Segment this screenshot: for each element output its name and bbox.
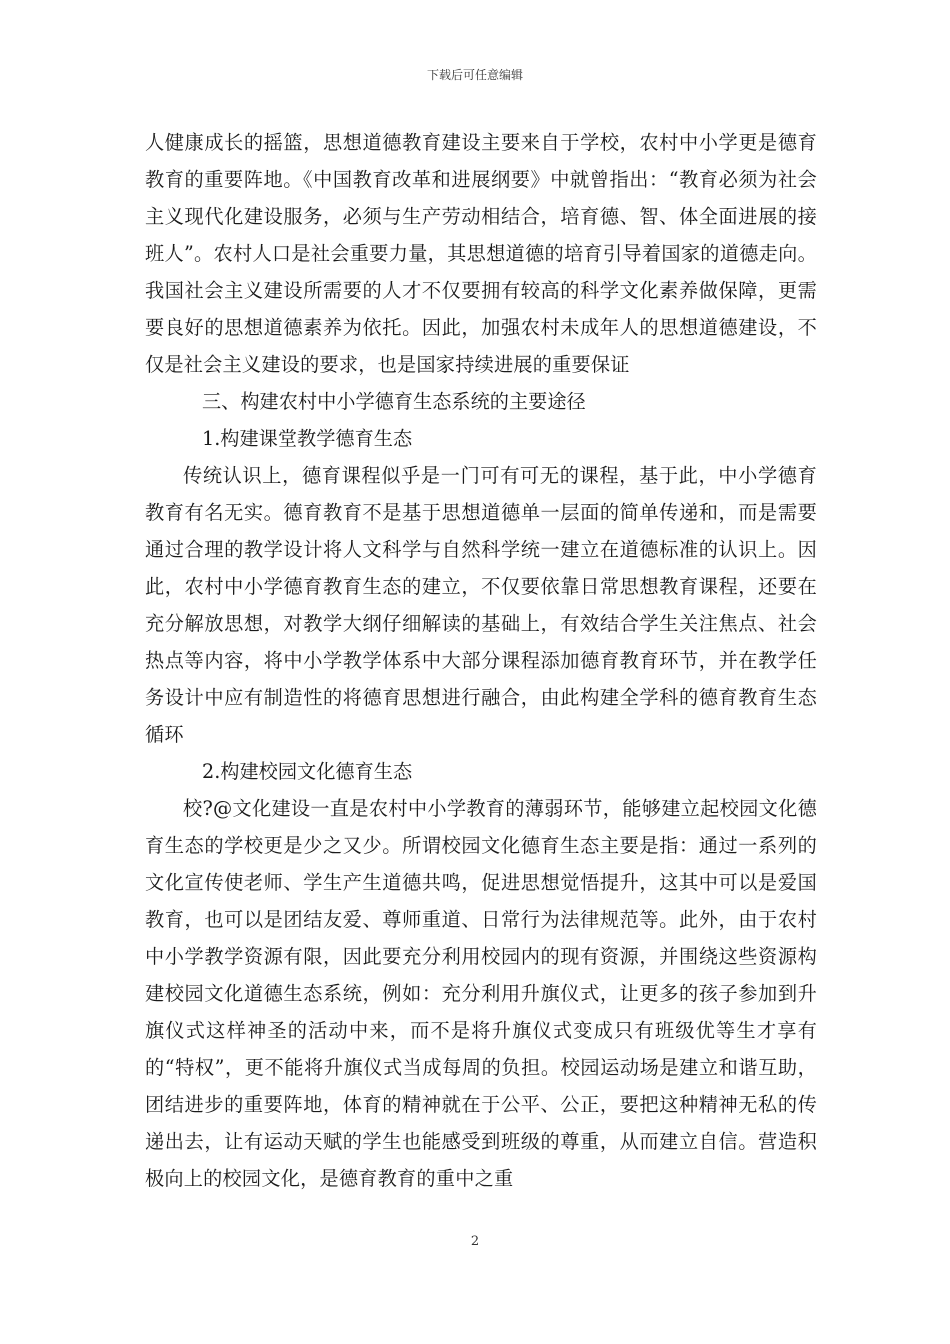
page-header: 下载后可任意编辑 [426,68,523,82]
section-heading: 三、构建农村中小学德育生态系统的主要途径 [202,390,586,413]
paragraph-classroom: 传统认识上，德育课程似乎是一门可有可无的课程，基于此，中小学德育教育有名无实。德育教育不是基于思想道德单一层面的简单传递和，而是需要通过合理的教学设计将人文科学与自然科学统一建立在道德标准的认识上。因此，农村中小学德育教育生态的建立，不仅要依靠日常思想教育课程，还要在充分解放思想，对教学大纲仔细解读的基础上，有效结合学生关注焦点、社会热点等内容，将中小学教学体系中大部分课程添加德育教育环节，并在教学任务设计中应有制造性的将德育思想进行融合，由此构建全学科的德育教育生态循环 [145,464,817,746]
paragraph-intro: 人健康成长的摇篮，思想道德教育建设主要来自于学校，农村中小学更是德育教育的重要阵地。《中国教育改革和进展纲要》中就曾指出：“教育必须为社会主义现代化建设服务，必须与生产劳动相结合，培育德、智、体全面进展的接班人”。农村人口是社会重要力量，其思想道德的培育引导着国家的道德走向。我国社会主义建设所需要的人才不仅要拥有较高的科学文化素养做保障，更需要良好的思想道德素养为依托。因此，加强农村未成年人的思想道德建设，不仅是社会主义建设的要求，也是国家持续进展的重要保证 [145,131,817,376]
subsection-heading-campus: 2.构建校园文化德育生态 [202,760,413,783]
subsection-heading-classroom: 1.构建课堂教学德育生态 [202,427,413,450]
page-number: 2 [470,1234,480,1249]
document-body [145,124,817,1197]
paragraph-campus: 校?@文化建设一直是农村中小学教育的薄弱环节，能够建立起校园文化德育生态的学校更是少之又少。所谓校园文化德育生态主要是指：通过一系列的文化宣传使老师、学生产生道德共鸣，促进思想觉悟提升，这其中可以是爱国教育，也可以是团结友爱、尊师重道、日常行为法律规范等。此外，由于农村中小学教学资源有限，因此要充分利用校园内的现有资源，并围绕这些资源构建校园文化道德生态系统，例如：充分利用升旗仪式，让更多的孩子参加到升旗仪式这样神圣的活动中来，而不是将升旗仪式变成只有班级优等生才享有的“特权”，更不能将升旗仪式当成每周的负担。校园运动场是建立和谐互助，团结进步的重要阵地，体育的精神就在于公平、公正，要把这种精神无私的传递出去，让有运动天赋的学生也能感受到班级的尊重，从而建立自信。营造积极向上的校园文化，是德育教育的重中之重 [145,797,817,1190]
